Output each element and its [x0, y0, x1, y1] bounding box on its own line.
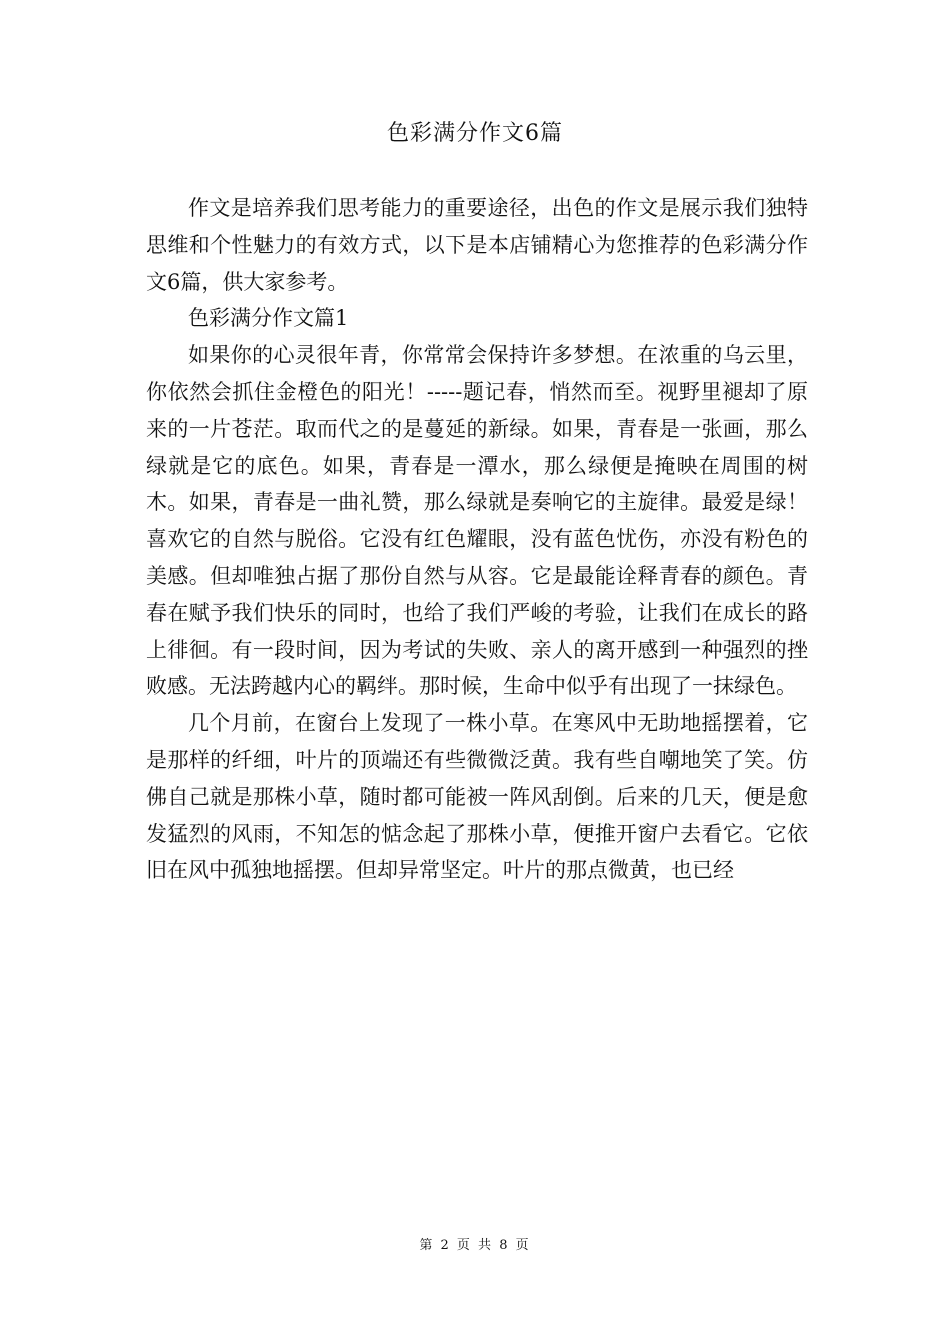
intro-paragraph: 作文是培养我们思考能力的重要途径，出色的作文是展示我们独特思维和个性魅力的有效方式，以下是本店铺精心为您推荐的色彩满分作文6篇，供大家参考。 — [146, 196, 808, 294]
document-body — [146, 190, 808, 889]
body-paragraph: 如果你的心灵很年青，你常常会保持许多梦想。在浓重的乌云里，你依然会抓住金橙色的阳光！-----题记春，悄然而至。视野里褪却了原来的一片苍茫。取而代之的是蔓延的新绿。如果，青春是一张画，那么绿就是它的底色。如果，青春是一潭水，那么绿便是掩映在周围的树木。如果，青春是一曲礼赞，那么绿就是奏响它的主旋律。最爱是绿！喜欢它的自然与脱俗。它没有红色耀眼，没有蓝色忧伤，亦没有粉色的美感。但却唯独占据了那份自然与从容。它是最能诠释青春的颜色。青春在赋予我们快乐的同时，也给了我们严峻的考验，让我们在成长的路上徘徊。有一段时间，因为考试的失败、亲人的离开感到一种强烈的挫败感。无法跨越内心的羁绊。那时候，生命中似乎有出现了一抹绿色。 — [146, 343, 808, 699]
section-heading: 色彩满分作文篇1 — [188, 306, 349, 331]
page-number-footer: 第 2 页 共 8 页 — [419, 1238, 531, 1253]
page-title: 色彩满分作文6篇 — [387, 121, 563, 146]
body-paragraph: 几个月前，在窗台上发现了一株小草。在寒风中无助地摇摆着，它是那样的纤细，叶片的顶端还有些微微泛黄。我有些自嘲地笑了笑。仿佛自己就是那株小草，随时都可能被一阵风刮倒。后来的几天，便是愈发猛烈的风雨，不知怎的惦念起了那株小草，便推开窗户去看它。它依旧在风中孤独地摇摆。但却异常坚定。叶片的那点微黄，也已经 — [146, 711, 808, 883]
